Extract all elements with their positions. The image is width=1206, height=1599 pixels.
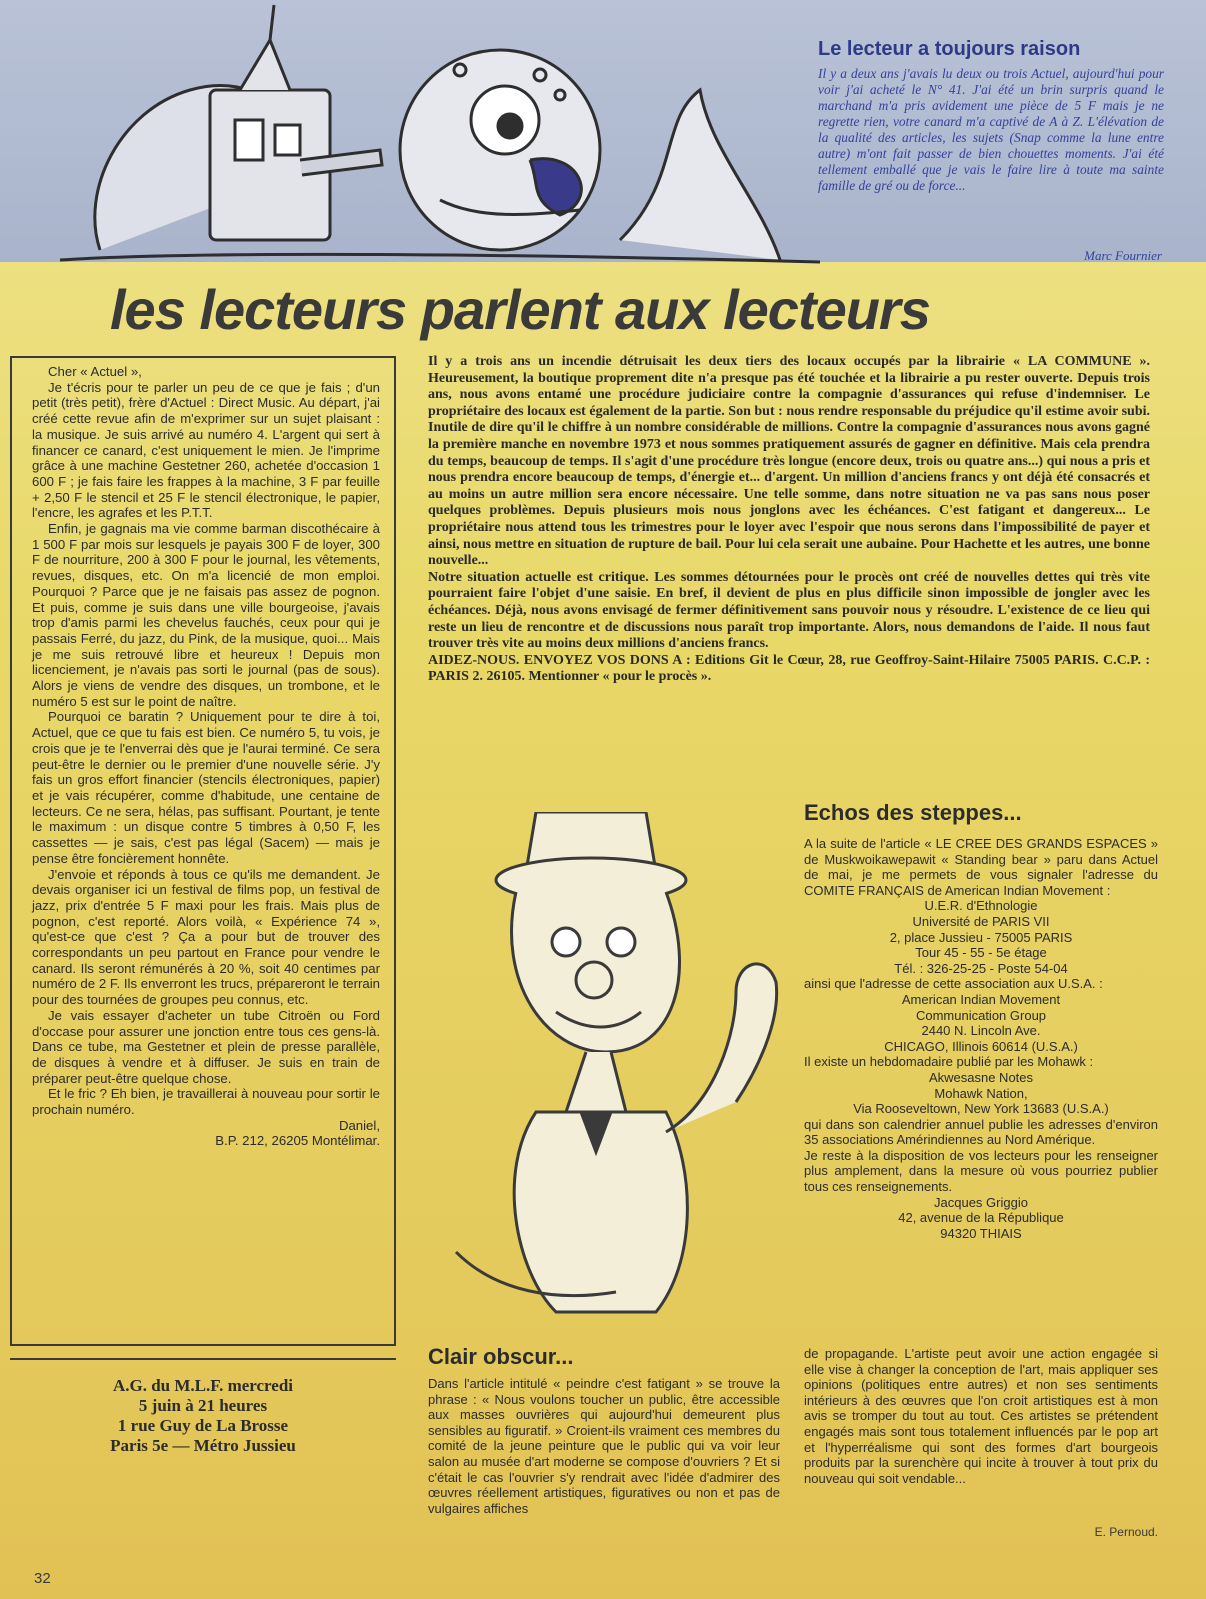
echos-address-line: Tour 45 - 55 - 5e étage: [915, 945, 1047, 961]
echos-address-line: Communication Group: [915, 1007, 1047, 1023]
lead-letter-title: Le lecteur a toujours raison: [818, 38, 1081, 60]
echos-address-line: 2440 N. Lincoln Ave.: [921, 1023, 1041, 1039]
lead-letter-body: Il y a deux ans j'avais lu deux ou trois Actuel, aujourd'hui pour voir j'ai acheté le N° 41. J'ai été un brin surpris quand le marchand m'a pris avidement une pièce de 5 F mais je ne regrette rien, votre canard m'a captivé de A à Z. L'élévation de la qualité des articles, les sujets (Snap comme la lune entre autre) m'ont fait passer de bien chouettes moments. J'ai été tellement emballé que je vais le faire lire à toute ma sainte famille de gré ou de force...: [818, 66, 1164, 193]
commune-appeal: AIDEZ-NOUS. ENVOYEZ VOS DONS A : Editions Git le Cœur, 28, rue Geoffroy-Saint-Hilaire 75005 PARIS. C.C.P. : PARIS 2. 26105. Mentionner « pour le procès ».: [428, 652, 1150, 685]
dandy-character-illustration: [436, 812, 786, 1332]
mlf-line: A.G. du M.L.F. mercredi: [112, 1376, 294, 1395]
left-letter-paragraph: Enfin, je gagnais ma vie comme barman discothécaire à 1 500 F par mois sur lesquels je payais 300 F de loyer, 300 F de nourriture, 200 à 300 F pour le journal, les vêtements, revues, disques, etc. On m'a licencié de mon emploi. Pourquoi ? Parce que je ne faisais pas assez de pognon. Et puis, comme je suis dans une ville bourgeoise, j'avais trop d'amis parmi les chevelus fauchés, ceux pour qui je passais Ferré, du jazz, du Pink, de la musique, quoi... Mais je me suis retrouvé libre et heureux ! Depuis mon licenciement, je n'avais pas sorti le journal (pas de sous). Alors je viens de vendre des disques, un trombone, et le numéro 5 est sur le point de naître.: [32, 521, 380, 709]
left-letter-paragraph: Je t'écris pour te parler un peu de ce que je fais ; d'un petit (très petit), frère d'Actuel : Direct Music. Au départ, j'ai créé cette revue afin de m'exprimer sur un sujet plaisant : la musique. Je suis arrivé au numéro 4. L'argent qui sert à financer ce canard, c'est uniquement le mien. Je l'imprime grâce à une machine Gestetner 260, achetée d'occasion 1 600 F ; je fais faire les frappes à la machine, 3 F par feuille + 2,50 F le stencil et 25 F le stencil électronique, le papier, l'encre, les agrafes et les P.T.T.: [32, 379, 380, 521]
clair-body-part1: Dans l'article intitulé « peindre c'est fatigant » se trouve la phrase : « Nous voulons toucher un public, être accessible aux masses ouvrières qui aujourd'hui demeurent plus sensibles au figuratif. » Croient-ils vraiment ces membres du comité de la jeune peinture que le public qui va voir leur salon au musée d'art moderne se compose d'ouvriers ? Et si c'était le cas l'ouvrier s'y rendrait avec l'idée d'admirer des œuvres réellement artistiques, figuratives ou non et pas de vulgaires affiches: [428, 1376, 780, 1516]
commune-article: [428, 354, 1150, 686]
lead-letter-signature: Marc Fournier: [1084, 248, 1162, 263]
echos-address-line: American Indian Movement: [901, 991, 1061, 1007]
echos-intro: A la suite de l'article « LE CREE DES GRANDS ESPACES » de Muskwoikawepawit « Standing bear » paru dans Actuel de mai, je me permets de vous signaler l'adresse du COMITE FRANÇAIS de American Indian Movement :: [804, 836, 1158, 898]
mlf-line: 1 rue Guy de La Brosse: [117, 1416, 289, 1435]
divider-rule: [10, 1358, 396, 1360]
echos-text: Je reste à la disposition de vos lecteurs pour les renseigner plus amplement, dans la mesure où vous pourriez publier tous ces renseignements.: [804, 1147, 1158, 1195]
page-number: 32: [34, 1570, 51, 1587]
echos-address-line: Via Rooseveltown, New York 13683 (U.S.A.): [853, 1101, 1109, 1117]
echos-text: Il existe un hebdomadaire publié par les Mohawk :: [804, 1054, 1094, 1070]
echos-article: [804, 836, 1158, 1241]
echos-text: ainsi que l'adresse de cette association aux U.S.A. :: [804, 976, 1103, 992]
echos-address-line: Mohawk Nation,: [934, 1085, 1028, 1101]
robot-moon-illustration: [60, 0, 820, 300]
clair-signature: E. Pernoud.: [1094, 1525, 1158, 1539]
echos-address-line: U.E.R. d'Ethnologie: [924, 898, 1038, 914]
echos-address-line: Université de PARIS VII: [912, 913, 1050, 929]
commune-paragraph: Notre situation actuelle est critique. Les sommes détournées pour le procès ont créé de nouvelles dettes qui très vite pourraient faire l'objet d'une saisie. En bref, il devient de plus en plus difficile sinon impossible de jongler avec les échéances. Déjà, nous avons envisagé de fermer définitivement sans pouvoir nous y résoudre. L'existence de ce lieu qui reste un lieu de rencontre et de discussions nous paraît trop importante. Alors, nous demandons de l'aide. Il nous faut trouver très vite au moins deux millions d'anciens francs.: [428, 569, 1150, 652]
echos-address-line: Akwesasne Notes: [928, 1069, 1034, 1085]
mlf-line: 5 juin à 21 heures: [138, 1396, 268, 1415]
echos-signature-line: 94320 THIAIS: [940, 1225, 1022, 1241]
echos-address-line: CHICAGO, Illinois 60614 (U.S.A.): [884, 1038, 1078, 1054]
echos-address-line: Tél. : 326-25-25 - Poste 54-04: [894, 960, 1068, 976]
left-letter-paragraph: Cher « Actuel »,: [48, 364, 142, 379]
echos-title: Echos des steppes...: [804, 800, 1022, 825]
echos-signature-line: 42, avenue de la République: [898, 1210, 1064, 1226]
left-letter-paragraph: Je vais essayer d'acheter un tube Citroën ou Ford d'occase pour assurer une jonction entre tous ces gens-là. Dans ce tube, ma Gestetner et plein de presse parallèle, de disques à vendre et à diffuser. Je suis en train de préparer peut-être quelque chose.: [32, 1007, 380, 1086]
page-headline: les lecteurs parlent aux lecteurs: [110, 278, 930, 341]
left-letter-paragraph: Pourquoi ce baratin ? Uniquement pour te dire à toi, Actuel, que ce que tu fais est bien. Ce numéro 5, tu vois, je crois que je te l'enverrai dès que je l'aurai terminé. Ce sera peut-être le dernier ou le premier d'une nouvelle série. J'y fais un gros effort financier (stencils électroniques, papier) et je vais récupérer, comme d'habitude, une centaine de lecteurs. Ce ne sera, hélas, pas suffisant. Pourtant, je tente le maximum : un disque contre 5 timbres à 0,50 F, les cassettes — je sais, c'est pas légal (Sacem) — mais je pense être foncièrement honnête.: [32, 709, 380, 866]
left-letter-paragraph: Et le fric ? Eh bien, je travaillerai à nouveau pour sortir le prochain numéro.: [32, 1086, 380, 1118]
left-letter-signature-address: B.P. 212, 26205 Montélimar.: [215, 1133, 380, 1149]
left-letter-signature-name: Daniel,: [338, 1117, 380, 1133]
echos-signature-line: Jacques Griggio: [934, 1194, 1028, 1210]
commune-paragraph: Il y a trois ans un incendie détruisait les deux tiers des locaux occupés par la librairie « LA COMMUNE ». Heureusement, la boutique proprement dite n'a presque pas été touchée et la librairie a pu rester ouverte. Depuis trois ans, nous avons entamé une procédure judiciaire contre la compagnie d'assurances qui refuse d'indemniser. Le propriétaire des locaux est également de la partie. Son but : nous rendre responsable du préjudice qu'il estime avoir subi. Inutile de dire qu'il le chiffre à un nombre considérable de millions. Contre la compagnie d'assurances nous avons gagné la première manche en novembre 1973 et nous sommes pratiquement assurés de gagner en définitive. Mais cela prendra du temps, beaucoup de temps. Il s'agit d'une procédure très longue (encore deux, trois ou quatre ans...) qui nous a pris et nous prendra encore beaucoup de temps, d'énergie et... d'argent. Un million d'anciens francs y ont déjà été consacrés et au moins un autre million sera encore nécessaire. Une telle somme, dans notre situation ne va pas sans nous poser quelques problèmes. Depuis plusieurs mois nous jonglons avec les échéances. C'est fatigant et dangereux... Le propriétaire nous attend tous les trimestres pour le loyer avec l'espoir que nous serons dans l'impossibilité de payer et ainsi, nous mettre en situation de rupture de bail. Pour lui cela serait une aubaine. Pour Hachette et les autres, une bonne nouvelle...: [428, 354, 1150, 569]
clair-title: Clair obscur...: [428, 1344, 574, 1369]
mlf-notice: [10, 1376, 396, 1456]
echos-address-line: 2, place Jussieu - 75005 PARIS: [889, 929, 1073, 945]
left-letter-paragraph: J'envoie et réponds à tous ce qu'ils me demandent. Je devais organiser ici un festival de films pop, un festival de jazz, prix d'entrée 5 F maxi pour les frais. Mais plus de pognon, c'est reporté. Alors voilà, « Expérience 74 », qu'est-ce que c'est ? Ça a pour but de trouver des correspondants un peu partout en France pour vendre le canard. Ils seront rémunérés à 20 %, soit 40 centimes par numéro de 2 F. Ils enverront les trucs, prépareront le terrain pour des tournées de groupes peu connus, etc.: [32, 866, 380, 1008]
clair-body-part2: de propagande. L'artiste peut avoir une action engagée si elle vise à changer la conception de l'art, mais appliquer ses opinions (politiques entre autres) et non ses sentiments intérieurs à des œuvres que l'on croit artistiques est à mon avis se tromper du tout au tout. Ces artistes se prétendent engagés mais sont tous totalement influencés par le pop art et l'hyperréalisme qui sont des formes d'art bourgeois produits par la surenchère qui incite à trouver à tout prix du nouveau qui soit vendable...: [804, 1346, 1158, 1486]
left-letter-box: [10, 356, 396, 1346]
echos-text: qui dans son calendrier annuel publie les adresses d'environ 35 associations Amérindiennes au Nord Amérique.: [804, 1116, 1158, 1148]
mlf-line: Paris 5e — Métro Jussieu: [110, 1436, 296, 1455]
